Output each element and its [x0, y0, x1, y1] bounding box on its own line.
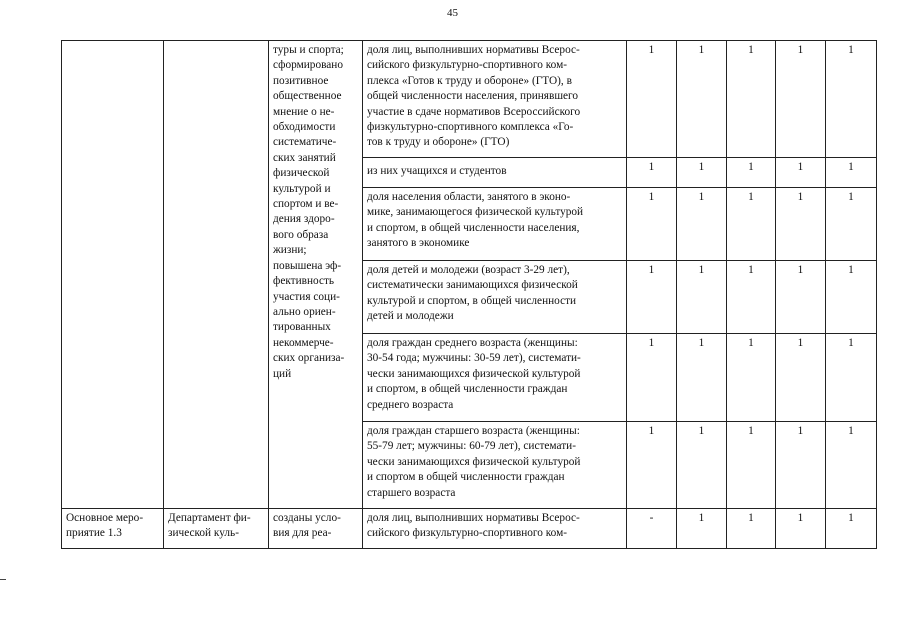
executor-name: Департамент фи- зической куль- — [164, 509, 269, 549]
indicator-value: 1 — [727, 334, 776, 422]
indicator-value: 1 — [677, 158, 727, 188]
indicator-text: доля детей и молодежи (возраст 3-29 лет), систематически занимающихся физической культурой и спортом, в общей численности детей и молодежи — [363, 261, 627, 334]
expected-result-cell: созданы усло- вия для реа- — [269, 509, 363, 549]
activity-row — [62, 509, 877, 549]
indicator-value: 1 — [826, 509, 877, 549]
indicator-text: доля населения области, занятого в эконо- мике, занимающегося физической культурой и спортом, в общей численности населения, занятого в экономике — [363, 188, 627, 261]
indicator-value: 1 — [776, 41, 826, 158]
indicator-value: 1 — [677, 334, 727, 422]
indicator-value: 1 — [776, 334, 826, 422]
indicator-value: 1 — [677, 509, 727, 549]
indicator-text: доля граждан среднего возраста (женщины: 30-54 года; мужчины: 30-59 лет), системати- чески занимающихся физической культурой и спортом, в общей численности граждан среднего возраста — [363, 334, 627, 422]
indicator-text: из них учащихся и студентов — [363, 158, 627, 188]
indicator-value: 1 — [677, 422, 727, 509]
indicator-value: 1 — [727, 422, 776, 509]
indicator-value: 1 — [826, 334, 877, 422]
indicator-value: 1 — [677, 41, 727, 158]
indicator-value: 1 — [727, 41, 776, 158]
indicator-value: 1 — [627, 158, 677, 188]
indicator-value: 1 — [776, 188, 826, 261]
executor-cell-empty — [164, 41, 269, 509]
indicator-value: 1 — [627, 188, 677, 261]
indicator-value: - — [627, 509, 677, 549]
indicator-row — [62, 41, 877, 158]
indicator-value: 1 — [776, 158, 826, 188]
indicator-text: доля лиц, выполнивших нормативы Всерос- сийского физкультурно-спортивного ком- — [363, 509, 627, 549]
indicator-value: 1 — [826, 158, 877, 188]
indicator-value: 1 — [627, 334, 677, 422]
indicator-value: 1 — [727, 188, 776, 261]
indicator-value: 1 — [677, 188, 727, 261]
indicator-value: 1 — [826, 188, 877, 261]
indicator-value: 1 — [826, 422, 877, 509]
indicator-value: 1 — [826, 261, 877, 334]
indicator-value: 1 — [677, 261, 727, 334]
activity-cell-empty — [62, 41, 164, 509]
indicator-value: 1 — [776, 509, 826, 549]
indicator-text: доля лиц, выполнивших нормативы Всерос- сийского физкультурно-спортивного ком- плекса «Готов к труду и обороне» (ГТО), в общей численности населения, принявшего участие в сдаче нормативов Всероссийского физкультурно-спортивного комплекса «Го- тов к труду и обороне» (ГТО) — [363, 41, 627, 158]
indicators-table — [61, 40, 877, 549]
indicator-value: 1 — [627, 261, 677, 334]
indicator-value: 1 — [727, 509, 776, 549]
indicator-value: 1 — [727, 261, 776, 334]
expected-result-cell: туры и спорта; сформировано позитивное общественное мнение о не- обходимости систематиче- ских занятий физической культурой и спортом и ве- дения здоро- вого образа жизни; повышена эф- фективность участия соци- ально ориен- тированных некоммерче- ских организа- ций — [269, 41, 363, 509]
activity-name: Основное меро- приятие 1.3 — [62, 509, 164, 549]
indicator-value: 1 — [776, 422, 826, 509]
page-number: 45 — [447, 7, 458, 19]
indicator-value: 1 — [727, 158, 776, 188]
indicator-value: 1 — [627, 41, 677, 158]
indicator-value: 1 — [776, 261, 826, 334]
indicator-text: доля граждан старшего возраста (женщины: 55-79 лет; мужчины: 60-79 лет), системати- чески занимающихся физической культурой и спортом в общей численности граждан старшего возраста — [363, 422, 627, 509]
margin-tick — [0, 579, 6, 580]
indicator-value: 1 — [627, 422, 677, 509]
indicator-value: 1 — [826, 41, 877, 158]
